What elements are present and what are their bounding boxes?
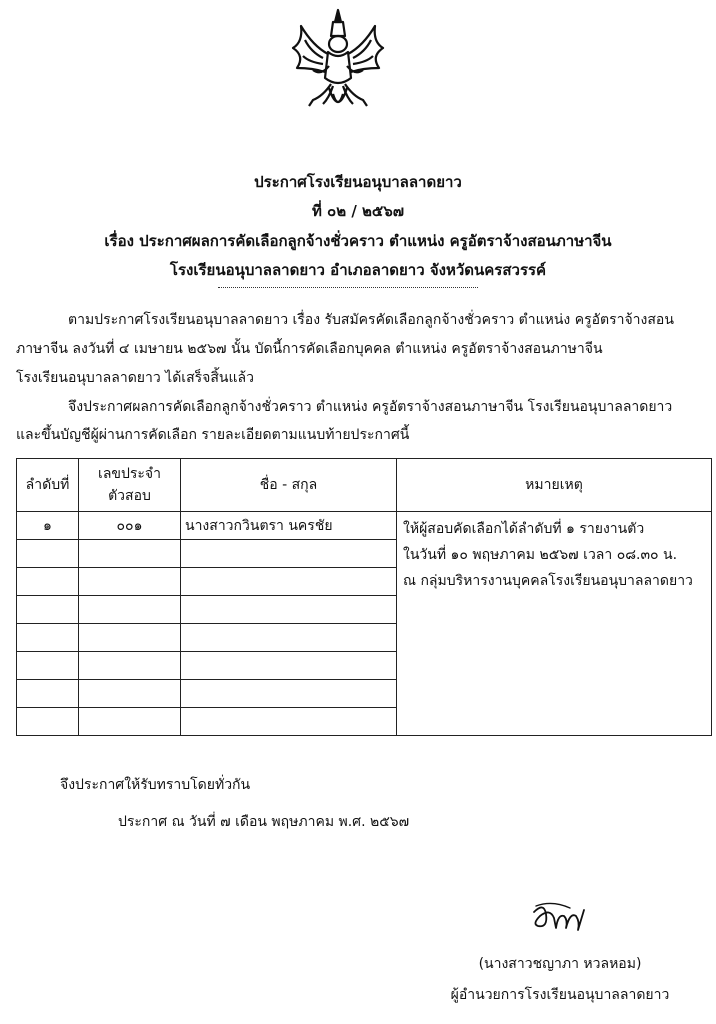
paragraph-1-line-2: ภาษาจีน ลงวันที่ ๔ เมษายน ๒๕๖๗ นั้น บัดนี้การคัดเลือกบุคคล ตำแหน่ง ครูอัตราจ้างสอนภาษาจีน (16, 341, 603, 357)
document-subject: เรื่อง ประกาศผลการคัดเลือกลูกจ้างชั่วคราว ตำแหน่ง ครูอัตราจ้างสอนภาษาจีน (104, 232, 612, 250)
cell-exam-number (79, 680, 181, 708)
remark-line-3: ณ กลุ่มบริหารงานบุคคลโรงเรียนอนุบาลลาดยาว (403, 573, 693, 589)
cell-exam-number (79, 568, 181, 596)
cell-name (181, 624, 397, 652)
cell-rank: ๑ (17, 512, 79, 540)
cell-exam-number (79, 652, 181, 680)
cell-rank (17, 680, 79, 708)
cell-exam-number: ๐๐๑ (79, 512, 181, 540)
document-school-line: โรงเรียนอนุบาลลาดยาว อำเภอลาดยาว จังหวัดนครสวรรค์ (169, 261, 547, 279)
header-exam-number-line-1: เลขประจำ (98, 466, 161, 482)
cell-rank (17, 596, 79, 624)
paragraph-1-line-1: ตามประกาศโรงเรียนอนุบาลลาดยาว เรื่อง รับสมัครคัดเลือกลูกจ้างชั่วคราว ตำแหน่ง ครูอัตราจ้างสอน (68, 312, 674, 328)
cell-name (181, 708, 397, 736)
header-rank: ลำดับที่ (17, 459, 79, 512)
cell-exam-number (79, 708, 181, 736)
announce-text: จึงประกาศให้รับทราบโดยทั่วกัน (60, 777, 251, 793)
cell-remark (397, 512, 712, 736)
cell-name (181, 568, 397, 596)
table-row (17, 512, 712, 540)
document-number: ที่ ๐๒ / ๒๕๖๗ (311, 202, 405, 220)
remark-line-2: ในวันที่ ๑๐ พฤษภาคม ๒๕๖๗ เวลา ๐๘.๓๐ น. (403, 547, 678, 563)
cell-name (181, 652, 397, 680)
header-exam-number-line-2: ตัวสอบ (108, 488, 151, 504)
cell-rank (17, 568, 79, 596)
signature-icon (530, 898, 588, 938)
signer-name: (นางสาวชญาภา หวลหอม) (478, 956, 642, 972)
cell-exam-number (79, 624, 181, 652)
cell-exam-number (79, 596, 181, 624)
cell-rank (17, 652, 79, 680)
announce-date: ประกาศ ณ วันที่ ๗ เดือน พฤษภาคม พ.ศ. ๒๕๖๗ (118, 814, 410, 830)
signer-position: ผู้อำนวยการโรงเรียนอนุบาลลาดยาว (450, 987, 670, 1003)
table-header-row (17, 459, 712, 512)
cell-name (181, 680, 397, 708)
cell-exam-number (79, 540, 181, 568)
results-table (16, 458, 712, 736)
remark-line-1: ให้ผู้สอบคัดเลือกได้ลำดับที่ ๑ รายงานตัว (403, 521, 645, 537)
header-remark: หมายเหตุ (397, 459, 712, 512)
header-exam-number (79, 459, 181, 512)
cell-rank (17, 708, 79, 736)
dotted-divider (218, 287, 478, 288)
paragraph-2-line-1: จึงประกาศผลการคัดเลือกลูกจ้างชั่วคราว ตำแหน่ง ครูอัตราจ้างสอนภาษาจีน โรงเรียนอนุบาลลาดยาว (68, 399, 673, 415)
garuda-emblem-icon (283, 6, 393, 126)
cell-rank (17, 624, 79, 652)
paragraph-1-line-3: โรงเรียนอนุบาลลาดยาว ได้เสร็จสิ้นแล้ว (16, 370, 254, 386)
header-name: ชื่อ - สกุล (181, 459, 397, 512)
cell-rank (17, 540, 79, 568)
cell-name (181, 596, 397, 624)
cell-name: นางสาวกวินตรา นครชัย (181, 512, 397, 540)
paragraph-2-line-2: และขึ้นบัญชีผู้ผ่านการคัดเลือก รายละเอียดตามแนบท้ายประกาศนี้ (16, 427, 410, 443)
cell-name (181, 540, 397, 568)
document-title: ประกาศโรงเรียนอนุบาลลาดยาว (254, 173, 462, 191)
